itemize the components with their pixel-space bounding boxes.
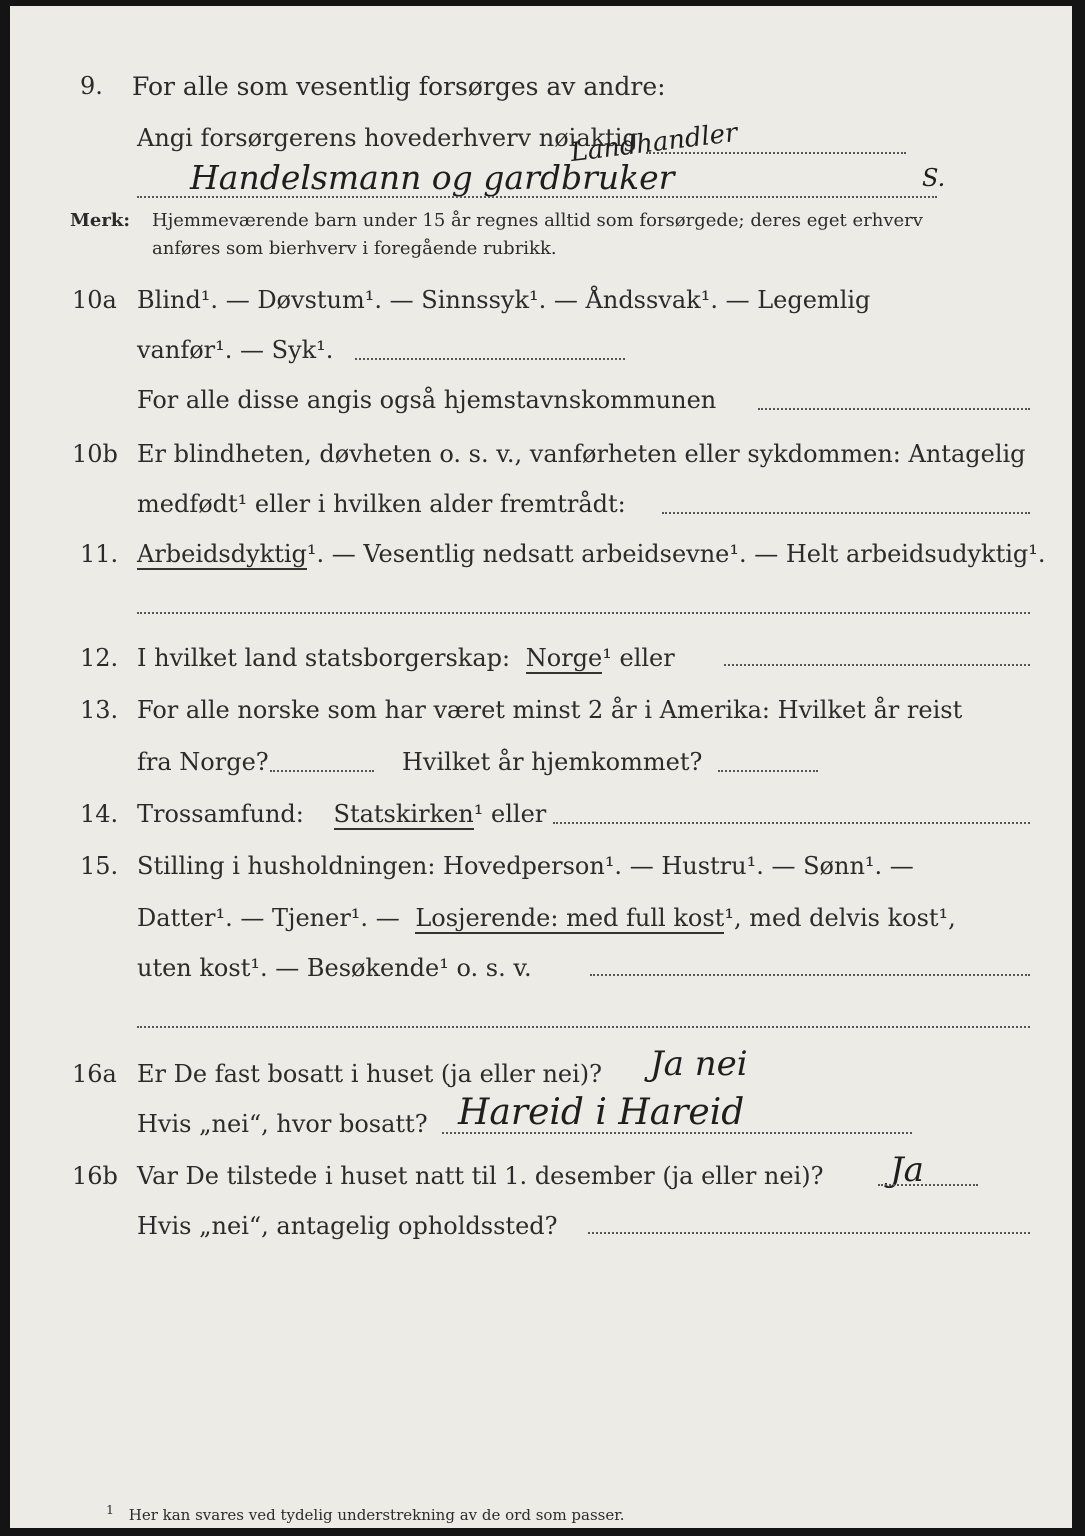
q16a-residence-line bbox=[442, 1132, 912, 1134]
q13-year-left-line bbox=[270, 770, 374, 772]
q12-selected-option: Norge bbox=[525, 644, 603, 672]
footnote bbox=[106, 1502, 625, 1524]
q12-prefix: I hvilket land statsborgerskap: bbox=[137, 644, 511, 672]
q15-line-1: Stilling i husholdningen: Hovedperson¹. — Hustru¹. — Sønn¹. — bbox=[137, 852, 914, 880]
q9-instruction: Angi forsørgerens hovederhverv nøiaktig bbox=[137, 124, 638, 152]
q16b-handwritten-answer: Ja bbox=[890, 1150, 924, 1190]
q16a-handwritten-answer: Ja nei bbox=[650, 1044, 748, 1084]
q13-line-1: For alle norske som har været minst 2 år i Amerika: Hvilket år reist bbox=[137, 696, 963, 724]
merk-label: Merk: bbox=[70, 210, 130, 231]
q10a-number: 10a bbox=[72, 286, 117, 314]
q16b-place-line bbox=[588, 1232, 1030, 1234]
q15-line-2b: ¹, med delvis kost¹, bbox=[724, 904, 956, 932]
q9-handwritten-end: S. bbox=[922, 164, 946, 192]
q16a-line-1: Er De fast bosatt i huset (ja eller nei)? bbox=[137, 1060, 603, 1088]
q15-line-2a: Datter¹. — Tjener¹. — bbox=[137, 904, 400, 932]
q11-selected-option: Arbeidsdyktig bbox=[137, 540, 307, 568]
q9-number: 9. bbox=[80, 72, 103, 100]
q14-line bbox=[137, 800, 546, 828]
q11-rest: ¹. — Vesentlig nedsatt arbeidsevne¹. — Helt arbeidsudyktig¹. bbox=[306, 540, 1046, 568]
q14-answer-line bbox=[553, 822, 1030, 824]
q10b-line-1: Er blindheten, døvheten o. s. v., vanførheten eller sykdommen: Antagelig bbox=[137, 440, 1026, 468]
q10a-answer-line bbox=[355, 358, 625, 360]
q10b-answer-line bbox=[662, 512, 1030, 514]
q10a-line-2: vanfør¹. — Syk¹. bbox=[137, 336, 334, 364]
q10b-number: 10b bbox=[72, 440, 118, 468]
q13-line-2a: fra Norge? bbox=[137, 748, 269, 776]
q9-handwritten-top: Landhandler bbox=[568, 117, 740, 169]
q13-number: 13. bbox=[80, 696, 119, 724]
q15-selected-option: Losjerende: med full kost bbox=[415, 904, 725, 932]
q15-answer-line bbox=[590, 974, 1030, 976]
q13-year-returned-line bbox=[718, 770, 818, 772]
q12-line bbox=[137, 644, 675, 672]
q11-line bbox=[137, 540, 1046, 568]
q10a-line-1: Blind¹. — Døvstum¹. — Sinnssyk¹. — Åndssvak¹. — Legemlig bbox=[137, 286, 871, 314]
q16a-number: 16a bbox=[72, 1060, 117, 1088]
q12-number: 12. bbox=[80, 644, 119, 672]
q15-number: 15. bbox=[80, 852, 119, 880]
q15-line-2 bbox=[137, 904, 956, 932]
q9-heading: For alle som vesentlig forsørges av andre: bbox=[132, 72, 666, 101]
q11-number: 11. bbox=[80, 540, 119, 568]
q16b-number: 16b bbox=[72, 1162, 118, 1190]
q10b-line-2: medfødt¹ eller i hvilken alder fremtrådt: bbox=[137, 490, 626, 518]
q12-suffix: ¹ eller bbox=[602, 644, 675, 672]
q9-answer-line-2 bbox=[137, 196, 937, 198]
q15-line-3: uten kost¹. — Besøkende¹ o. s. v. bbox=[137, 954, 532, 982]
q14-suffix: ¹ eller bbox=[473, 800, 547, 828]
q14-number: 14. bbox=[80, 800, 119, 828]
q14-selected-option: Statskirken bbox=[333, 800, 474, 828]
q16b-line-2: Hvis „nei“, antagelig opholdssted? bbox=[137, 1212, 558, 1240]
footnote-mark: 1 bbox=[106, 1502, 114, 1517]
q16b-line-1: Var De tilstede i huset natt til 1. desember (ja eller nei)? bbox=[137, 1162, 824, 1190]
census-form-page bbox=[10, 6, 1072, 1528]
q16a-line-2: Hvis „nei“, hvor bosatt? bbox=[137, 1110, 428, 1138]
q15-extra-line bbox=[137, 1026, 1030, 1028]
q10a-line-3: For alle disse angis også hjemstavnskommunen bbox=[137, 386, 717, 414]
q16b-answer-line bbox=[878, 1184, 978, 1186]
q12-answer-line bbox=[724, 664, 1030, 666]
q10a-hometown-line bbox=[758, 408, 1030, 410]
merk-line-1: Hjemmeværende barn under 15 år regnes alltid som forsørgede; deres eget erhverv bbox=[152, 210, 923, 231]
footnote-text: Her kan svares ved tydelig understrekning av de ord som passer. bbox=[128, 1506, 625, 1524]
q14-prefix: Trossamfund: bbox=[137, 800, 304, 828]
q16a-handwritten-residence: Hareid i Hareid bbox=[458, 1092, 745, 1133]
q9-handwritten-answer: Handelsmann og gardbruker bbox=[190, 158, 675, 197]
q13-line-2b: Hvilket år hjemkommet? bbox=[402, 748, 703, 776]
q11-answer-line bbox=[137, 612, 1030, 614]
merk-line-2: anføres som bierhverv i foregående rubrikk. bbox=[152, 238, 557, 259]
